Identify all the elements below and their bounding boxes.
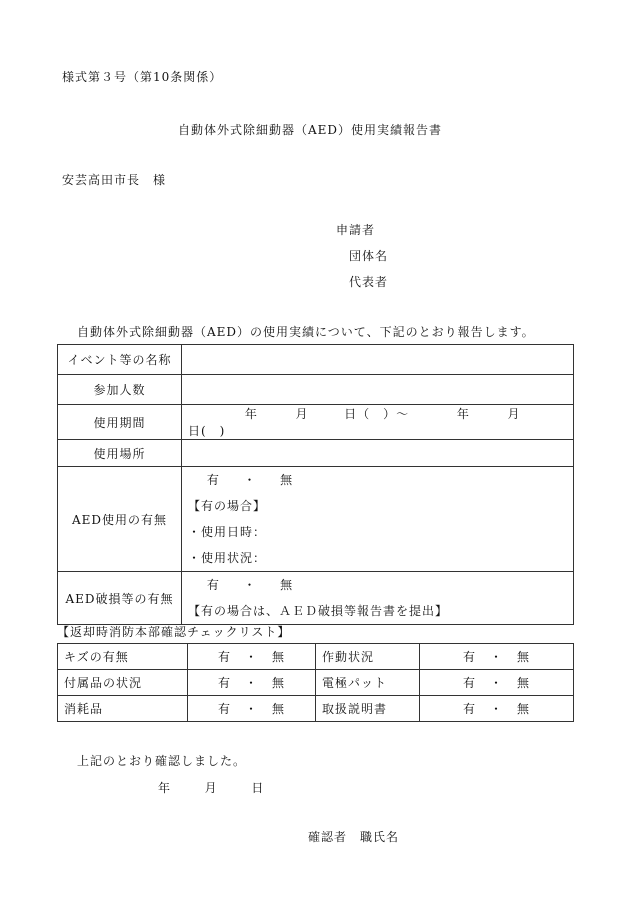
checklist-options bbox=[420, 670, 574, 696]
damage-label: AED破損等の有無 bbox=[58, 572, 182, 625]
checklist-title: 【返却時消防本部確認チェックリスト】 bbox=[57, 625, 291, 639]
aed-use-yes-option[interactable]: 有 bbox=[206, 473, 220, 487]
checklist-label: 取扱説明書 bbox=[316, 696, 420, 722]
event-name-field[interactable] bbox=[182, 345, 574, 375]
confirm-month: 月 bbox=[204, 781, 218, 795]
table-row bbox=[58, 670, 574, 696]
period-day-1: 日（ ）～ bbox=[344, 407, 410, 421]
aed-use-options bbox=[188, 467, 567, 493]
participants-label: 参加人数 bbox=[58, 375, 182, 405]
checklist-options bbox=[420, 696, 574, 722]
yes-option[interactable]: 有 bbox=[217, 650, 231, 664]
applicant-label: 申請者 bbox=[336, 223, 376, 237]
period-month-1: 月 bbox=[295, 407, 309, 421]
report-table bbox=[57, 344, 574, 625]
table-row bbox=[58, 405, 574, 440]
no-option[interactable]: 無 bbox=[517, 650, 531, 664]
if-yes-heading: 【有の場合】 bbox=[188, 499, 267, 513]
checklist-label: 電極パット bbox=[316, 670, 420, 696]
yes-option[interactable]: 有 bbox=[462, 650, 476, 664]
aed-use-no-option[interactable]: 無 bbox=[280, 473, 294, 487]
yes-option[interactable]: 有 bbox=[462, 702, 476, 716]
document-title: 自動体外式除細動器（AED）使用実績報告書 bbox=[178, 123, 443, 137]
period-year-1: 年 bbox=[244, 407, 258, 421]
period-field[interactable] bbox=[182, 405, 574, 440]
damage-yes-option[interactable]: 有 bbox=[206, 578, 220, 592]
checklist-label: キズの有無 bbox=[58, 644, 188, 670]
confirm-date[interactable] bbox=[158, 779, 264, 796]
no-option[interactable]: 無 bbox=[517, 702, 531, 716]
period-month-2: 月 bbox=[507, 407, 521, 421]
table-row bbox=[58, 467, 574, 572]
table-row bbox=[58, 644, 574, 670]
period-year-2: 年 bbox=[456, 407, 470, 421]
representative-label: 代表者 bbox=[349, 275, 389, 289]
yes-option[interactable]: 有 bbox=[462, 676, 476, 690]
separator-dot: ・ bbox=[489, 702, 503, 716]
separator-dot: ・ bbox=[489, 650, 503, 664]
checklist-options bbox=[188, 696, 316, 722]
confirm-day: 日 bbox=[251, 781, 265, 795]
form-number: 様式第３号（第10条関係） bbox=[62, 70, 223, 84]
checklist-label: 消耗品 bbox=[58, 696, 188, 722]
checklist-table bbox=[57, 643, 574, 722]
damage-no-option[interactable]: 無 bbox=[280, 578, 294, 592]
separator-dot: ・ bbox=[243, 473, 257, 487]
separator-dot: ・ bbox=[244, 676, 258, 690]
table-row bbox=[58, 345, 574, 375]
separator-dot: ・ bbox=[243, 578, 257, 592]
no-option[interactable]: 無 bbox=[272, 650, 286, 664]
checklist-label: 作動状況 bbox=[316, 644, 420, 670]
separator-dot: ・ bbox=[489, 676, 503, 690]
confirmer-label: 確認者 職氏名 bbox=[308, 830, 400, 844]
no-option[interactable]: 無 bbox=[272, 676, 286, 690]
usage-date-label[interactable]: ・使用日時： bbox=[188, 525, 267, 539]
damage-options bbox=[188, 572, 567, 598]
table-row bbox=[58, 696, 574, 722]
table-row bbox=[58, 572, 574, 625]
group-name-label: 団体名 bbox=[349, 249, 389, 263]
intro-text: 自動体外式除細動器（AED）の使用実績について、下記のとおり報告します。 bbox=[77, 325, 535, 339]
checklist-options bbox=[188, 644, 316, 670]
aed-use-label: AED使用の有無 bbox=[58, 467, 182, 572]
yes-option[interactable]: 有 bbox=[217, 702, 231, 716]
checklist-label: 付属品の状況 bbox=[58, 670, 188, 696]
no-option[interactable]: 無 bbox=[517, 676, 531, 690]
aed-use-field bbox=[182, 467, 574, 572]
period-label: 使用期間 bbox=[58, 405, 182, 440]
confirm-year: 年 bbox=[158, 781, 172, 795]
event-name-label: イベント等の名称 bbox=[58, 345, 182, 375]
period-day-2: 日( ) bbox=[188, 424, 226, 438]
damage-field bbox=[182, 572, 574, 625]
usage-status-label[interactable]: ・使用状況： bbox=[188, 551, 267, 565]
checklist-options bbox=[188, 670, 316, 696]
separator-dot: ・ bbox=[244, 650, 258, 664]
damage-note: 【有の場合は、ＡＥＤ破損等報告書を提出】 bbox=[188, 604, 449, 618]
table-row bbox=[58, 440, 574, 467]
no-option[interactable]: 無 bbox=[272, 702, 286, 716]
place-label: 使用場所 bbox=[58, 440, 182, 467]
addressee: 安芸高田市長 様 bbox=[62, 173, 167, 187]
separator-dot: ・ bbox=[244, 702, 258, 716]
yes-option[interactable]: 有 bbox=[217, 676, 231, 690]
table-row bbox=[58, 375, 574, 405]
participants-field[interactable] bbox=[182, 375, 574, 405]
place-field[interactable] bbox=[182, 440, 574, 467]
confirm-text: 上記のとおり確認しました。 bbox=[77, 754, 247, 768]
checklist-options bbox=[420, 644, 574, 670]
